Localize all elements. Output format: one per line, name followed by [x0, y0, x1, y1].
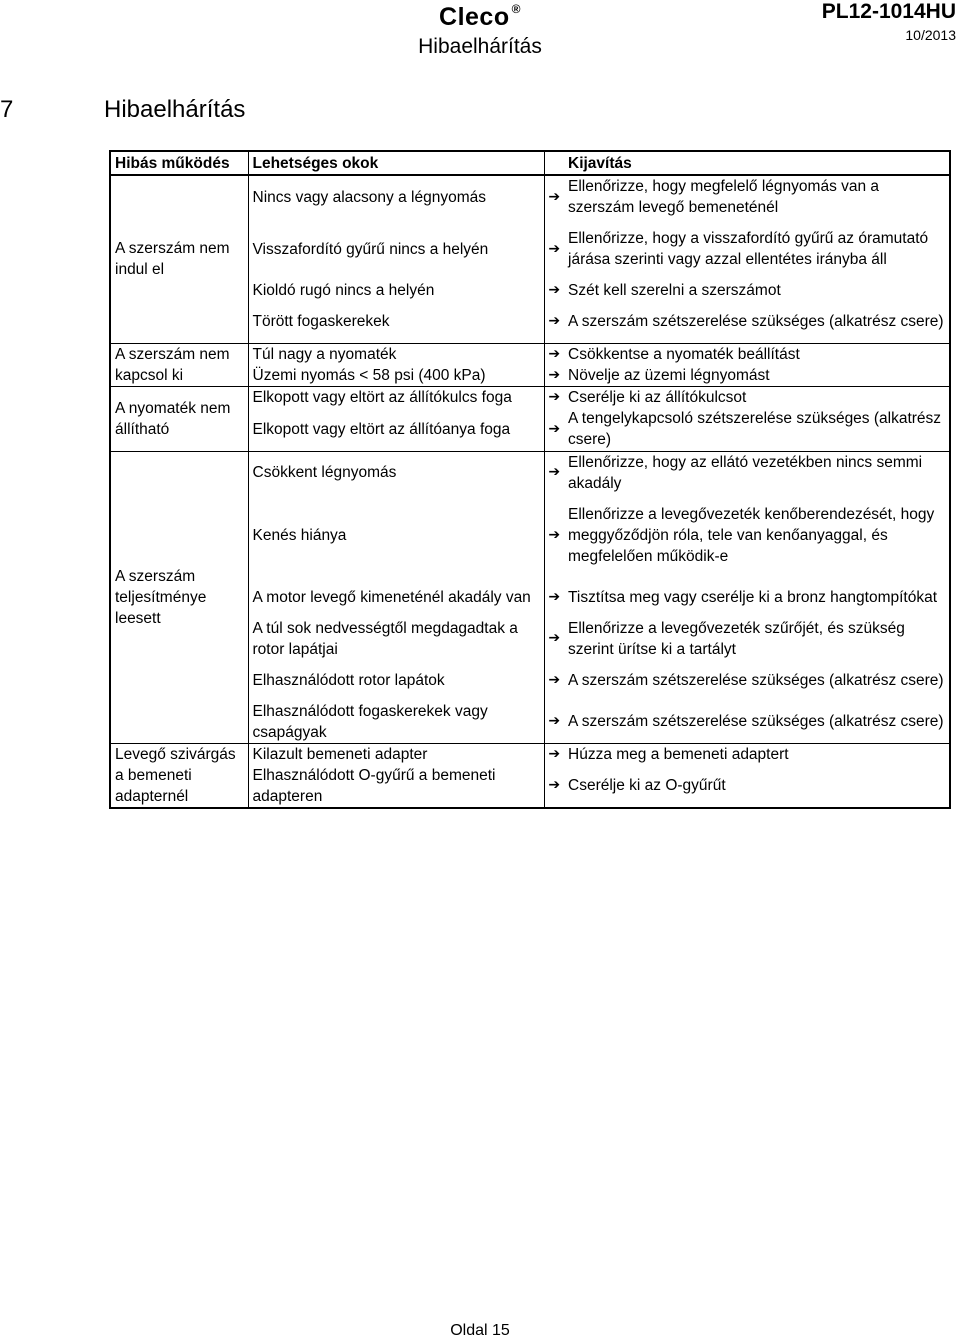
cause-cell: Elhasználódott O-gyűrű a bemeneti adapteren [248, 765, 544, 808]
table-header-row [110, 151, 950, 175]
symptom-cell: A szerszám nem indul el [110, 175, 248, 343]
cause-cell: A túl sok nedvességtől megdagadtak a rotor lapátjai [248, 618, 544, 660]
remedy-cell: A tengelykapcsoló szétszerelése szükséges (alkatrész csere) [564, 408, 950, 451]
arrow-icon: ➔ [548, 282, 561, 298]
arrow-icon: ➔ [548, 745, 561, 762]
remedy-cell: Szét kell szerelni a szerszámot [568, 282, 781, 299]
section-number: 7 [0, 96, 14, 123]
arrow-icon: ➔ [548, 389, 561, 405]
table-row [110, 343, 950, 365]
cause-cell: Kenés hiánya [248, 494, 544, 577]
registered-mark: ® [511, 2, 521, 16]
table-row [110, 387, 950, 409]
arrow-icon: ➔ [548, 526, 561, 543]
symptom-cell: Levegő szivárgás a bemeneti adapternél [110, 743, 248, 808]
table-row [110, 175, 950, 218]
cause-cell: Csökkent légnyomás [248, 451, 544, 494]
cause-cell: Kilazult bemeneti adapter [248, 743, 544, 765]
cause-cell: Elhasználódott rotor lapátok [248, 660, 544, 701]
cause-cell: Üzemi nyomás < 58 psi (400 kPa) [248, 365, 544, 387]
remedy-cell: Növelje az üzemi légnyomást [564, 365, 950, 387]
cause-cell: Elkopott vagy eltört az állítókulcs foga [248, 387, 544, 409]
arrow-icon: ➔ [548, 671, 561, 688]
cause-cell: Túl nagy a nyomaték [248, 343, 544, 365]
header-title: Hibaelhárítás [418, 35, 542, 58]
header-remedy: Kijavítás [564, 151, 950, 175]
arrow-icon: ➔ [548, 188, 561, 205]
arrow-icon: ➔ [544, 408, 564, 451]
arrow-icon: ➔ [544, 765, 564, 808]
cause-cell: Törött fogaskerekek [248, 301, 544, 343]
remedy-cell: Ellenőrizze, hogy megfelelő légnyomás van a szerszám levegő bemeneténél [568, 178, 880, 216]
remedy-cell: Ellenőrizze a levegővezeték szűrőjét, és szükség szerint ürítse ki a tartályt [568, 619, 905, 658]
arrow-icon: ➔ [548, 464, 561, 480]
brand-name: Cleco [439, 3, 510, 31]
remedy-cell: Tisztítsa meg vagy cserélje ki a bronz hangtompítókat [568, 588, 938, 606]
remedy-cell: A szerszám szétszerelése szükséges (alkatrész csere) [568, 671, 944, 689]
header-symptom: Hibás működés [110, 151, 248, 175]
section-title: Hibaelhárítás [104, 96, 246, 123]
document-date: 10/2013 [905, 27, 956, 43]
remedy-cell: Cserélje ki az állítókulcsot [568, 389, 747, 406]
arrow-icon: ➔ [544, 365, 564, 387]
remedy-cell: Ellenőrizze, hogy a visszafordító gyűrű az óramutató járása szerinti vagy azzal ellentétes irányba áll [568, 230, 929, 268]
cause-cell: Kioldó rugó nincs a helyén [248, 280, 544, 301]
symptom-cell: A szerszám teljesítménye leesett [110, 451, 248, 743]
remedy-cell: Csökkentse a nyomaték beállítást [568, 345, 800, 363]
table-row [110, 451, 950, 494]
arrow-icon: ➔ [544, 301, 564, 343]
table-body [110, 175, 950, 808]
arrow-icon: ➔ [548, 240, 561, 257]
arrow-icon: ➔ [548, 345, 561, 362]
remedy-cell: A szerszám szétszerelése szükséges (alkatrész csere) [564, 701, 950, 744]
page-number: Oldal 15 [450, 1322, 510, 1339]
cause-cell: Elkopott vagy eltört az állítóanya foga [248, 408, 544, 451]
remedy-cell: A szerszám szétszerelése szükséges (alkatrész csere) [564, 301, 950, 343]
remedy-cell: Cserélje ki az O-gyűrűt [564, 765, 950, 808]
document-code: PL12-1014HU [821, 0, 956, 23]
arrow-icon: ➔ [544, 701, 564, 744]
remedy-cell: Ellenőrizze a levegővezeték kenőberendezését, hogy meggyőződjön róla, tele van kenőanyaggal, és megfelelően működik-e [568, 505, 935, 565]
brand-logo [0, 2, 960, 32]
arrow-icon: ➔ [548, 588, 561, 605]
remedy-cell: Húzza meg a bemeneti adaptert [568, 745, 789, 763]
cause-cell: A motor levegő kimeneténél akadály van [248, 577, 544, 618]
symptom-cell: A szerszám nem kapcsol ki [110, 343, 248, 387]
symptom-cell: A nyomaték nem állítható [110, 387, 248, 452]
header-arrow-spacer [544, 151, 564, 175]
header-cause: Lehetséges okok [248, 151, 544, 175]
troubleshooting-table [109, 150, 951, 809]
remedy-cell: Ellenőrizze, hogy az ellátó vezetékben nincs semmi akadály [568, 453, 923, 492]
cause-cell: Nincs vagy alacsony a légnyomás [248, 175, 544, 218]
cause-cell: Elhasználódott fogaskerekek vagy csapágyak [248, 701, 544, 744]
table-row [110, 743, 950, 765]
arrow-icon: ➔ [548, 630, 561, 646]
cause-cell: Visszafordító gyűrű nincs a helyén [248, 218, 544, 280]
